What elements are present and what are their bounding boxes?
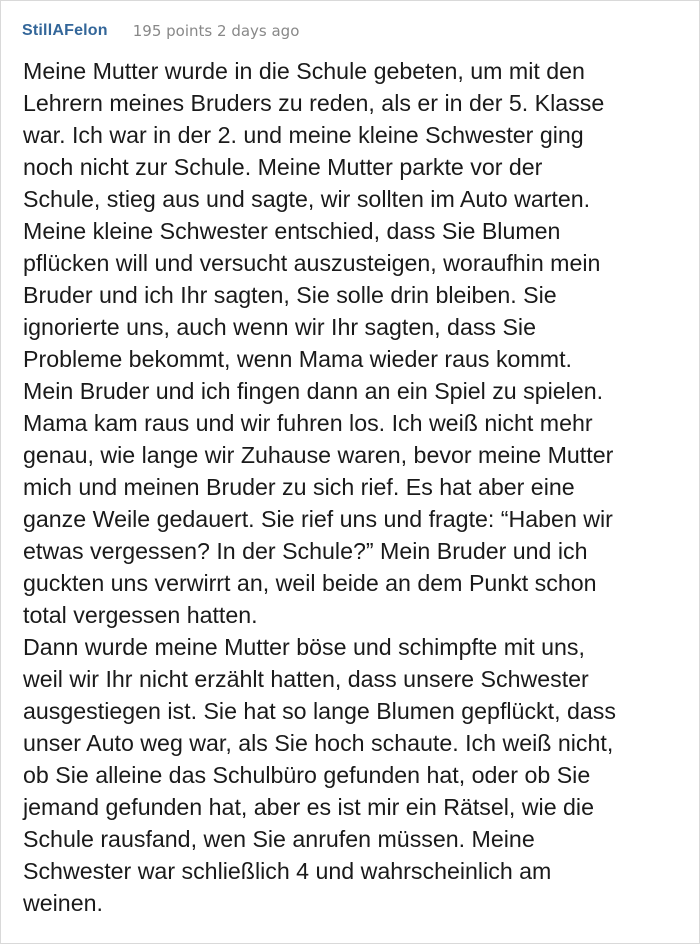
comment-line: ausgestiegen ist. Sie hat so lange Blumen gepflückt, dass: [23, 698, 616, 724]
comment-line: Schule rausfand, wen Sie anrufen müssen. Meine: [23, 826, 535, 852]
comment-line: Lehrern meines Bruders zu reden, als er in der 5. Klasse: [23, 90, 605, 116]
comment-line: Meine kleine Schwester entschied, dass Sie Blumen: [23, 218, 561, 244]
comment-line: ganze Weile gedauert. Sie rief uns und fragte: “Haben wir: [23, 506, 613, 532]
comment-line: Bruder und ich Ihr sagten, Sie solle drin bleiben. Sie: [23, 282, 557, 308]
comment-line: unser Auto weg war, als Sie hoch schaute. Ich weiß nicht,: [23, 730, 614, 756]
comment-line: total vergessen hatten.: [23, 602, 258, 628]
comment-line: mich und meinen Bruder zu sich rief. Es hat aber eine: [23, 474, 575, 500]
comment-line: Dann wurde meine Mutter böse und schimpfte mit uns,: [23, 634, 585, 660]
comment-line: weinen.: [23, 890, 103, 916]
comment-line: jemand gefunden hat, aber es ist mir ein Rätsel, wie die: [23, 794, 594, 820]
comment-line: genau, wie lange wir Zuhause waren, bevor meine Mutter: [23, 442, 614, 468]
comment-line: weil wir Ihr nicht erzählt hatten, dass unsere Schwester: [23, 666, 589, 692]
comment-line: Meine Mutter wurde in die Schule gebeten, um mit den: [23, 58, 585, 84]
comment-body: [23, 55, 695, 919]
comment-line: pflücken will und versucht auszusteigen, woraufhin mein: [23, 250, 601, 276]
comment-header: [22, 19, 299, 43]
comment-line: Schule, stieg aus und sagte, wir sollten im Auto warten.: [23, 186, 591, 212]
comment-line: war. Ich war in der 2. und meine kleine Schwester ging: [23, 122, 584, 148]
comment-line: ob Sie alleine das Schulbüro gefunden hat, oder ob Sie: [23, 762, 591, 788]
comment-line: Schwester war schließlich 4 und wahrscheinlich am: [23, 858, 552, 884]
comment-line: Probleme bekommt, wenn Mama wieder raus kommt.: [23, 346, 572, 372]
comment-line: etwas vergessen? In der Schule?” Mein Bruder und ich: [23, 538, 588, 564]
author-username[interactable]: StillAFelon: [22, 22, 108, 39]
comment-meta: 195 points 2 days ago: [132, 22, 300, 40]
comment-line: ignorierte uns, auch wenn wir Ihr sagten, dass Sie: [23, 314, 536, 340]
comment-line: Mama kam raus und wir fuhren los. Ich weiß nicht mehr: [23, 410, 593, 436]
comment-line: noch nicht zur Schule. Meine Mutter parkte vor der: [23, 154, 543, 180]
comment-line: guckten uns verwirrt an, weil beide an dem Punkt schon: [23, 570, 597, 596]
comment-line: Mein Bruder und ich fingen dann an ein Spiel zu spielen.: [23, 378, 604, 404]
